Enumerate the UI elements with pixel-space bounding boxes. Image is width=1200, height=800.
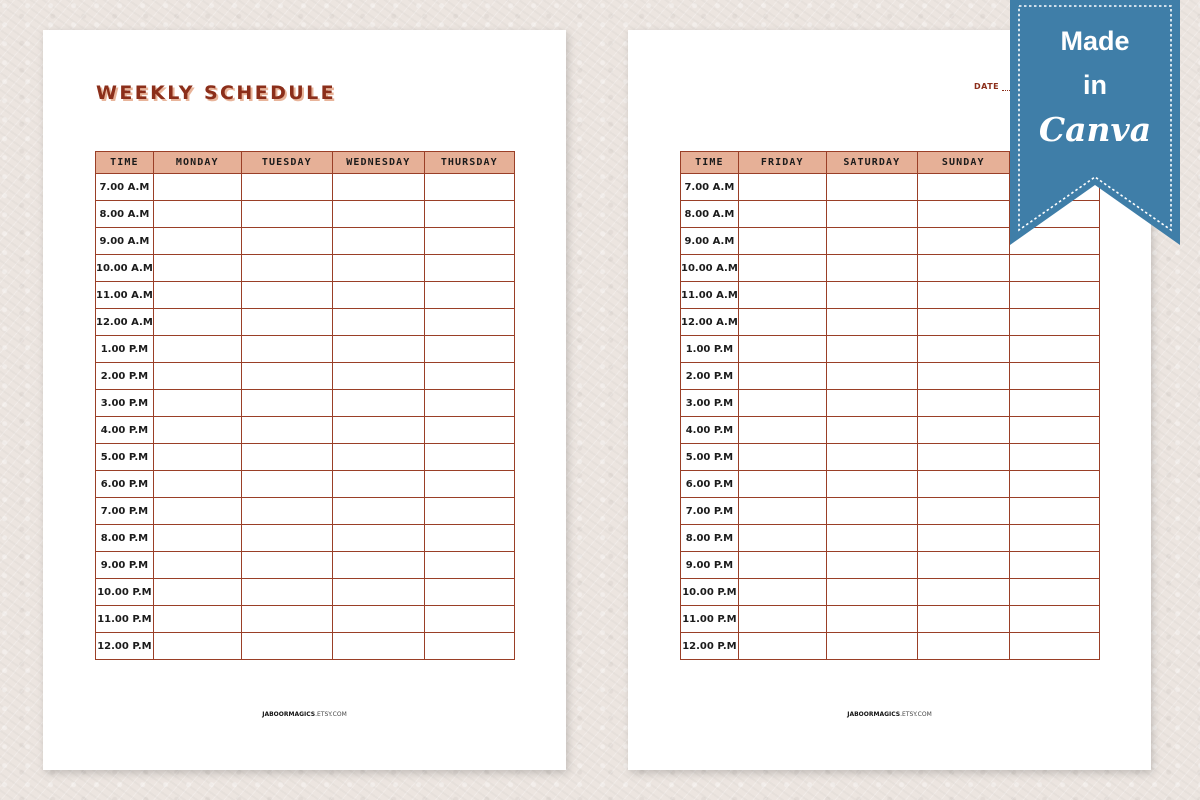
- schedule-cell[interactable]: [241, 390, 332, 417]
- footer-brand: JABOORMAGICS: [262, 711, 316, 718]
- schedule-cell[interactable]: [738, 525, 826, 552]
- schedule-cell[interactable]: [1009, 525, 1099, 552]
- schedule-cell[interactable]: [826, 363, 917, 390]
- time-slot-label: 5.00 P.M: [681, 444, 739, 471]
- badge-text-made: Made: [1060, 26, 1130, 56]
- schedule-cell[interactable]: [424, 255, 514, 282]
- schedule-cell[interactable]: [826, 606, 917, 633]
- time-slot-label: 2.00 P.M: [96, 363, 154, 390]
- time-slot-label: 10.00 P.M: [681, 579, 739, 606]
- time-slot-label: 4.00 P.M: [681, 417, 739, 444]
- schedule-cell[interactable]: [153, 579, 241, 606]
- time-slot-label: 1.00 P.M: [681, 336, 739, 363]
- schedule-cell[interactable]: [153, 471, 241, 498]
- schedule-cell[interactable]: [241, 336, 332, 363]
- footer-credit: [628, 711, 1151, 718]
- schedule-cell[interactable]: [153, 552, 241, 579]
- schedule-cell[interactable]: [424, 201, 514, 228]
- schedule-cell[interactable]: [738, 228, 826, 255]
- schedule-cell[interactable]: [826, 255, 917, 282]
- schedule-cell[interactable]: [332, 606, 424, 633]
- schedule-cell[interactable]: [1009, 255, 1099, 282]
- table-row: [96, 255, 515, 282]
- time-slot-label: 8.00 P.M: [96, 525, 154, 552]
- schedule-cell[interactable]: [738, 255, 826, 282]
- made-in-canva-badge: [1010, 0, 1180, 245]
- schedule-cell[interactable]: [332, 633, 424, 660]
- schedule-cell[interactable]: [917, 417, 1009, 444]
- time-column-header: TIME: [681, 152, 739, 174]
- schedule-cell[interactable]: [153, 201, 241, 228]
- schedule-cell[interactable]: [1009, 444, 1099, 471]
- schedule-cell[interactable]: [153, 282, 241, 309]
- schedule-cell[interactable]: [241, 228, 332, 255]
- schedule-cell[interactable]: [153, 228, 241, 255]
- schedule-cell[interactable]: [917, 606, 1009, 633]
- table-row: [681, 282, 1100, 309]
- schedule-cell[interactable]: [738, 444, 826, 471]
- schedule-cell[interactable]: [241, 363, 332, 390]
- table-row: [96, 336, 515, 363]
- schedule-cell[interactable]: [738, 309, 826, 336]
- schedule-cell[interactable]: [241, 471, 332, 498]
- time-slot-label: 7.00 A.M: [681, 174, 739, 201]
- schedule-cell[interactable]: [917, 309, 1009, 336]
- time-slot-label: 6.00 P.M: [681, 471, 739, 498]
- schedule-cell[interactable]: [1009, 471, 1099, 498]
- schedule-cell[interactable]: [917, 228, 1009, 255]
- schedule-cell[interactable]: [826, 390, 917, 417]
- schedule-cell[interactable]: [241, 174, 332, 201]
- table-row: [96, 282, 515, 309]
- table-row: [681, 552, 1100, 579]
- schedule-cell[interactable]: [826, 282, 917, 309]
- schedule-cell[interactable]: [1009, 417, 1099, 444]
- table-row: [96, 309, 515, 336]
- table-row: [96, 228, 515, 255]
- schedule-cell[interactable]: [424, 282, 514, 309]
- schedule-cell[interactable]: [917, 552, 1009, 579]
- schedule-cell[interactable]: [826, 309, 917, 336]
- schedule-cell[interactable]: [241, 282, 332, 309]
- schedule-cell[interactable]: [153, 363, 241, 390]
- time-slot-label: 9.00 A.M: [96, 228, 154, 255]
- schedule-cell[interactable]: [738, 471, 826, 498]
- table-row: [96, 417, 515, 444]
- date-label: DATE: [974, 82, 1000, 91]
- schedule-cell[interactable]: [917, 201, 1009, 228]
- time-slot-label: 6.00 P.M: [96, 471, 154, 498]
- schedule-cell[interactable]: [826, 525, 917, 552]
- schedule-cell[interactable]: [332, 174, 424, 201]
- schedule-cell[interactable]: [153, 525, 241, 552]
- schedule-cell[interactable]: [332, 363, 424, 390]
- schedule-cell[interactable]: [917, 255, 1009, 282]
- schedule-cell[interactable]: [424, 444, 514, 471]
- schedule-cell[interactable]: [332, 417, 424, 444]
- schedule-cell[interactable]: [424, 579, 514, 606]
- schedule-cell[interactable]: [241, 552, 332, 579]
- table-row: [96, 390, 515, 417]
- day-column-header: WEDNESDAY: [332, 152, 424, 174]
- schedule-cell[interactable]: [424, 228, 514, 255]
- table-row: [96, 579, 515, 606]
- schedule-cell[interactable]: [424, 417, 514, 444]
- schedule-cell[interactable]: [332, 525, 424, 552]
- time-slot-label: 12.00 A.M: [96, 309, 154, 336]
- schedule-cell[interactable]: [332, 390, 424, 417]
- table-row: [96, 444, 515, 471]
- schedule-cell[interactable]: [153, 417, 241, 444]
- schedule-cell[interactable]: [738, 417, 826, 444]
- day-column-header: SATURDAY: [826, 152, 917, 174]
- schedule-cell[interactable]: [917, 633, 1009, 660]
- schedule-cell[interactable]: [332, 471, 424, 498]
- schedule-cell[interactable]: [1009, 336, 1099, 363]
- time-slot-label: 7.00 A.M: [96, 174, 154, 201]
- badge-text-canva: Canva: [1038, 110, 1152, 149]
- schedule-cell[interactable]: [738, 498, 826, 525]
- time-slot-label: 10.00 P.M: [96, 579, 154, 606]
- schedule-cell[interactable]: [826, 336, 917, 363]
- schedule-cell[interactable]: [738, 336, 826, 363]
- table-row: [681, 471, 1100, 498]
- schedule-cell[interactable]: [738, 174, 826, 201]
- schedule-cell[interactable]: [153, 255, 241, 282]
- footer-domain: .ETSY.COM: [900, 711, 932, 718]
- schedule-cell[interactable]: [826, 471, 917, 498]
- time-slot-label: 11.00 A.M: [96, 282, 154, 309]
- schedule-cell[interactable]: [826, 579, 917, 606]
- time-slot-label: 12.00 A.M: [681, 309, 739, 336]
- time-slot-label: 9.00 P.M: [681, 552, 739, 579]
- schedule-cell[interactable]: [241, 309, 332, 336]
- schedule-cell[interactable]: [738, 633, 826, 660]
- schedule-cell[interactable]: [153, 444, 241, 471]
- schedule-cell[interactable]: [153, 498, 241, 525]
- schedule-cell[interactable]: [241, 201, 332, 228]
- schedule-cell[interactable]: [424, 606, 514, 633]
- schedule-cell[interactable]: [424, 471, 514, 498]
- time-slot-label: 9.00 A.M: [681, 228, 739, 255]
- schedule-cell[interactable]: [738, 201, 826, 228]
- table-row: [96, 174, 515, 201]
- footer-brand: JABOORMAGICS: [847, 711, 901, 718]
- schedule-cell[interactable]: [241, 633, 332, 660]
- time-slot-label: 3.00 P.M: [681, 390, 739, 417]
- table-row: [681, 606, 1100, 633]
- schedule-cell[interactable]: [917, 390, 1009, 417]
- time-slot-label: 9.00 P.M: [96, 552, 154, 579]
- schedule-cell[interactable]: [332, 255, 424, 282]
- time-slot-label: 8.00 P.M: [681, 525, 739, 552]
- time-slot-label: 5.00 P.M: [96, 444, 154, 471]
- schedule-cell[interactable]: [826, 201, 917, 228]
- schedule-cell[interactable]: [1009, 606, 1099, 633]
- footer-domain: .ETSY.COM: [315, 711, 347, 718]
- schedule-cell[interactable]: [424, 498, 514, 525]
- schedule-cell[interactable]: [424, 525, 514, 552]
- schedule-cell[interactable]: [826, 633, 917, 660]
- schedule-cell[interactable]: [1009, 282, 1099, 309]
- time-slot-label: 7.00 P.M: [96, 498, 154, 525]
- schedule-cell[interactable]: [153, 633, 241, 660]
- schedule-cell[interactable]: [826, 444, 917, 471]
- schedule-cell[interactable]: [917, 579, 1009, 606]
- schedule-cell[interactable]: [917, 444, 1009, 471]
- time-slot-label: 1.00 P.M: [96, 336, 154, 363]
- schedule-cell[interactable]: [241, 606, 332, 633]
- schedule-cell[interactable]: [332, 579, 424, 606]
- schedule-cell[interactable]: [917, 282, 1009, 309]
- table-row: [681, 498, 1100, 525]
- schedule-cell[interactable]: [1009, 390, 1099, 417]
- schedule-cell[interactable]: [332, 282, 424, 309]
- table-row: [681, 336, 1100, 363]
- schedule-cell[interactable]: [241, 579, 332, 606]
- schedule-cell[interactable]: [153, 390, 241, 417]
- schedule-cell[interactable]: [826, 228, 917, 255]
- table-row: [96, 363, 515, 390]
- table-row: [681, 444, 1100, 471]
- day-column-header: FRIDAY: [738, 152, 826, 174]
- table-row: [96, 606, 515, 633]
- schedule-cell[interactable]: [241, 255, 332, 282]
- schedule-cell[interactable]: [826, 174, 917, 201]
- time-column-header: TIME: [96, 152, 154, 174]
- day-column-header: SUNDAY: [917, 152, 1009, 174]
- time-slot-label: 11.00 A.M: [681, 282, 739, 309]
- schedule-cell[interactable]: [424, 363, 514, 390]
- schedule-cell[interactable]: [424, 336, 514, 363]
- table-row: [681, 525, 1100, 552]
- badge-text-in: in: [1083, 70, 1107, 100]
- schedule-cell[interactable]: [153, 336, 241, 363]
- schedule-cell[interactable]: [241, 498, 332, 525]
- schedule-cell[interactable]: [332, 498, 424, 525]
- table-row: [96, 201, 515, 228]
- table-row: [681, 390, 1100, 417]
- day-column-header: TUESDAY: [241, 152, 332, 174]
- time-slot-label: 12.00 P.M: [96, 633, 154, 660]
- schedule-cell[interactable]: [332, 309, 424, 336]
- time-slot-label: 10.00 A.M: [96, 255, 154, 282]
- schedule-cell[interactable]: [241, 417, 332, 444]
- schedule-cell[interactable]: [917, 525, 1009, 552]
- table-row: [96, 633, 515, 660]
- schedule-cell[interactable]: [424, 552, 514, 579]
- schedule-cell[interactable]: [738, 282, 826, 309]
- schedule-cell[interactable]: [826, 417, 917, 444]
- schedule-cell[interactable]: [917, 174, 1009, 201]
- schedule-cell[interactable]: [153, 309, 241, 336]
- schedule-cell[interactable]: [826, 552, 917, 579]
- schedule-cell[interactable]: [153, 174, 241, 201]
- schedule-cell[interactable]: [332, 201, 424, 228]
- schedule-cell[interactable]: [1009, 633, 1099, 660]
- schedule-cell[interactable]: [424, 633, 514, 660]
- schedule-cell[interactable]: [241, 444, 332, 471]
- schedule-cell[interactable]: [738, 390, 826, 417]
- table-row: [681, 417, 1100, 444]
- schedule-cell[interactable]: [332, 444, 424, 471]
- schedule-cell[interactable]: [738, 606, 826, 633]
- table-row: [96, 498, 515, 525]
- time-slot-label: 4.00 P.M: [96, 417, 154, 444]
- table-row: [96, 471, 515, 498]
- schedule-cell[interactable]: [332, 336, 424, 363]
- schedule-cell[interactable]: [738, 579, 826, 606]
- table-row: [681, 633, 1100, 660]
- schedule-cell[interactable]: [1009, 363, 1099, 390]
- footer-credit: [43, 711, 566, 718]
- time-slot-label: 8.00 A.M: [681, 201, 739, 228]
- schedule-cell[interactable]: [917, 498, 1009, 525]
- schedule-page-left: [43, 30, 566, 770]
- table-row: [681, 579, 1100, 606]
- time-slot-label: 12.00 P.M: [681, 633, 739, 660]
- table-row: [681, 309, 1100, 336]
- schedule-cell[interactable]: [917, 336, 1009, 363]
- table-row: [681, 255, 1100, 282]
- schedule-cell[interactable]: [332, 552, 424, 579]
- time-slot-label: 10.00 A.M: [681, 255, 739, 282]
- schedule-table-left: [95, 151, 515, 660]
- schedule-cell[interactable]: [1009, 579, 1099, 606]
- day-column-header: THURSDAY: [424, 152, 514, 174]
- time-slot-label: 2.00 P.M: [681, 363, 739, 390]
- time-slot-label: 3.00 P.M: [96, 390, 154, 417]
- schedule-cell[interactable]: [738, 363, 826, 390]
- schedule-cell[interactable]: [332, 228, 424, 255]
- day-column-header: MONDAY: [153, 152, 241, 174]
- schedule-cell[interactable]: [917, 471, 1009, 498]
- table-row: [681, 363, 1100, 390]
- schedule-cell[interactable]: [1009, 498, 1099, 525]
- schedule-cell[interactable]: [424, 174, 514, 201]
- schedule-cell[interactable]: [1009, 552, 1099, 579]
- table-row: [96, 525, 515, 552]
- schedule-cell[interactable]: [738, 552, 826, 579]
- schedule-cell[interactable]: [1009, 309, 1099, 336]
- schedule-cell[interactable]: [424, 390, 514, 417]
- time-slot-label: 7.00 P.M: [681, 498, 739, 525]
- time-slot-label: 11.00 P.M: [96, 606, 154, 633]
- schedule-cell[interactable]: [826, 498, 917, 525]
- schedule-cell[interactable]: [153, 606, 241, 633]
- schedule-cell[interactable]: [241, 525, 332, 552]
- time-slot-label: 11.00 P.M: [681, 606, 739, 633]
- schedule-cell[interactable]: [917, 363, 1009, 390]
- table-row: [96, 552, 515, 579]
- time-slot-label: 8.00 A.M: [96, 201, 154, 228]
- page-title: WEEKLY SCHEDULE: [96, 82, 336, 104]
- schedule-cell[interactable]: [424, 309, 514, 336]
